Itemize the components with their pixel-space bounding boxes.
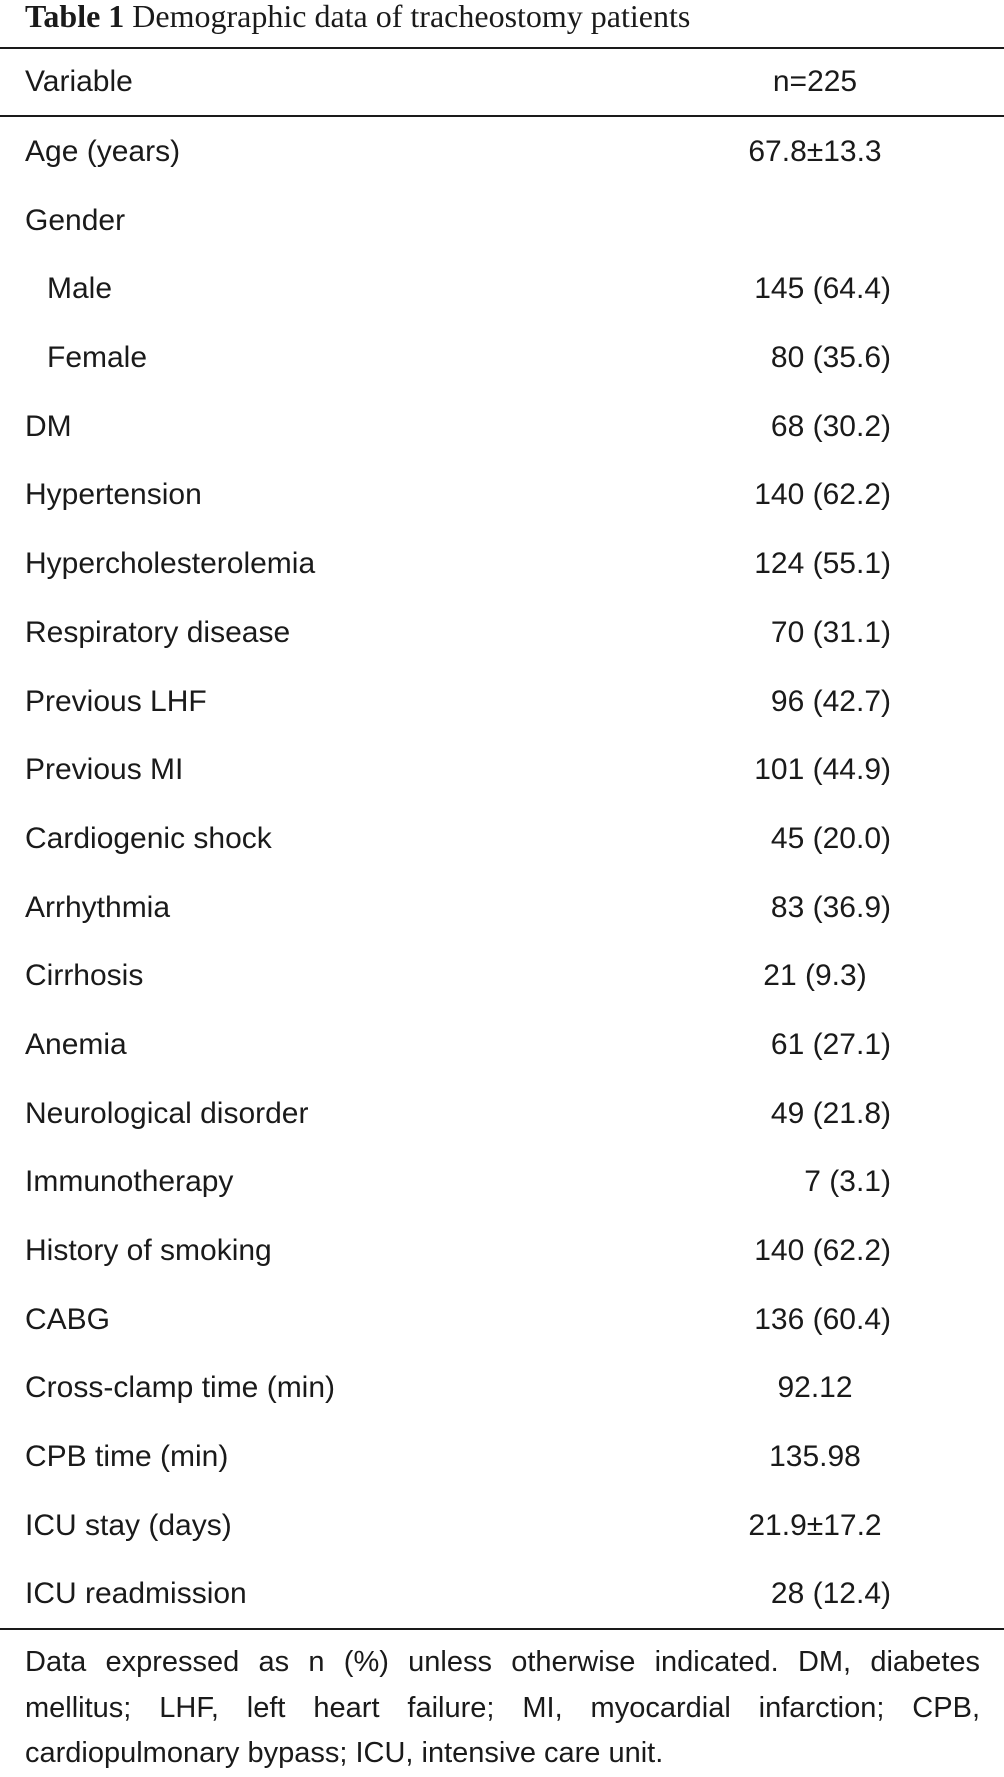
row-variable: ICU stay (days) [25, 1508, 232, 1542]
table-row [0, 118, 1004, 187]
row-value: 70 (31.1) [770, 615, 891, 649]
row-value: 7 (3.1) [804, 1165, 891, 1199]
table-row [0, 736, 1004, 805]
header-value: n=225 [772, 65, 858, 98]
row-variable: CPB time (min) [25, 1440, 229, 1474]
table-row [0, 1286, 1004, 1355]
row-variable: DM [25, 409, 72, 443]
row-variable: Respiratory disease [25, 615, 291, 649]
table-caption [25, 0, 985, 38]
table-row [0, 668, 1004, 737]
table-row [0, 393, 1004, 462]
table-row [0, 255, 1004, 324]
caption-text: Demographic data of tracheostomy patients [132, 0, 691, 34]
row-variable: Age (years) [25, 135, 181, 168]
caption-label: Table 1 [25, 0, 125, 34]
row-variable: Immunotherapy [25, 1165, 234, 1199]
row-value: 96 (42.7) [770, 684, 891, 718]
row-value: 140 (62.2) [754, 1234, 891, 1267]
row-variable: Neurological disorder [25, 1096, 309, 1130]
table-row [0, 1080, 1004, 1149]
row-variable: Hypertension [25, 478, 202, 512]
table-row [0, 942, 1004, 1011]
row-value: 28 (12.4) [770, 1577, 891, 1611]
row-variable: Male [47, 272, 113, 306]
row-value: 140 (62.2) [754, 478, 891, 512]
row-value: 80 (35.6) [770, 341, 891, 375]
table-row [0, 599, 1004, 668]
row-value: 21.9±17.2 [748, 1508, 882, 1542]
table-row [0, 1217, 1004, 1286]
row-variable: Previous LHF [25, 684, 207, 718]
row-value: 45 (20.0) [770, 821, 891, 855]
row-value: 49 (21.8) [770, 1096, 891, 1130]
row-value: 83 (36.9) [770, 890, 891, 924]
row-variable: ICU readmission [25, 1577, 247, 1611]
table-row [0, 1148, 1004, 1217]
row-variable: Cardiogenic shock [25, 821, 272, 855]
header-rule [0, 115, 1004, 117]
bottom-rule [0, 1628, 1004, 1630]
table-row [0, 805, 1004, 874]
table-row [0, 1492, 1004, 1561]
table-row [0, 1560, 1004, 1629]
row-value: 145 (64.4) [754, 272, 891, 306]
table-row [0, 1423, 1004, 1492]
row-value: 67.8±13.3 [748, 135, 882, 168]
row-value: 61 (27.1) [770, 1027, 891, 1061]
table-row [0, 874, 1004, 943]
row-value: 68 (30.2) [770, 409, 891, 443]
row-variable: Gender [25, 203, 126, 237]
row-variable: Female [47, 341, 148, 375]
row-variable: Cirrhosis [25, 959, 144, 993]
row-value: 135.98 [769, 1440, 861, 1474]
table-header-row [0, 49, 1004, 115]
row-value: 101 (44.9) [754, 753, 891, 787]
table-row [0, 1011, 1004, 1080]
row-value: 21 (9.3) [763, 959, 867, 993]
row-variable: Arrhythmia [25, 890, 171, 924]
row-value: 124 (55.1) [754, 547, 891, 581]
row-value: 92.12 [777, 1371, 853, 1405]
table-row [0, 461, 1004, 530]
table-row [0, 530, 1004, 599]
table-body [0, 118, 1004, 1629]
row-variable: Previous MI [25, 753, 184, 787]
header-variable: Variable [25, 65, 133, 98]
row-variable: CABG [25, 1302, 111, 1336]
table-footnote: Data expressed as n (%) unless otherwise indicated. DM, diabetes mellitus; LHF, left heart failure; MI, myocardial infarction; CPB, cardiopulmonary bypass; ICU, intensive care unit. [25, 1646, 980, 1769]
row-variable: Cross-clamp time (min) [25, 1371, 336, 1405]
row-variable: History of smoking [25, 1234, 272, 1267]
table-row [0, 187, 1004, 256]
row-variable: Hypercholesterolemia [25, 547, 316, 581]
table-row [0, 1354, 1004, 1423]
table-row [0, 324, 1004, 393]
row-value: 136 (60.4) [754, 1302, 891, 1336]
row-variable: Anemia [25, 1027, 127, 1061]
